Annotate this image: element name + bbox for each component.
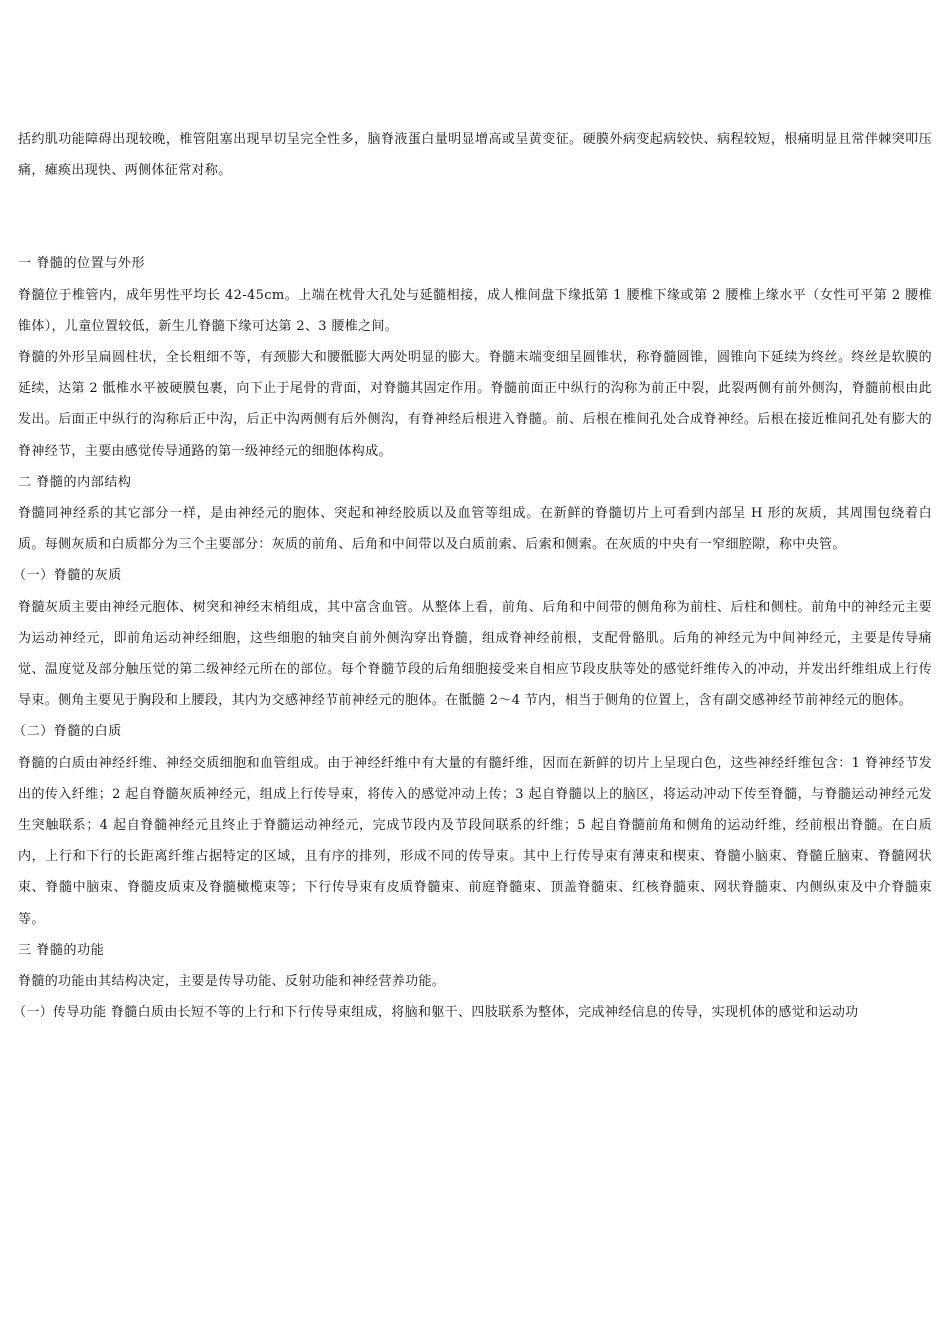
paragraph-shape: 脊髓的外形呈扁圆柱状，全长粗细不等，有颈膨大和腰骶膨大两处明显的膨大。脊髓末端变细呈圆锥状，称脊髓圆锥，圆锥向下延续为终丝。终丝是软膜的延续，达第 2 骶椎水平被硬膜包裹，向下止于尾骨的背面，对脊髓其固定作用。脊髓前面正中纵行的沟称为前正中裂，此裂两侧有前外侧沟，脊髓前根由此发出。后面正中纵行的沟称后正中沟，后正中沟两侧有后外侧沟，有脊神经后根进入脊髓。前、后根在椎间孔处合成脊神经。后根在接近椎间孔处有膨大的脊神经节，主要由感觉传导通路的第一级神经元的细胞体构成。: [18, 350, 932, 459]
section-heading-position-shape: 一 脊髓的位置与外形: [18, 256, 146, 272]
paragraph-function-summary: 脊髓的功能由其结构决定，主要是传导功能、反射功能和神经营养功能。: [18, 974, 446, 990]
section-heading-function: 三 脊髓的功能: [18, 942, 105, 958]
section-gap: [18, 186, 932, 248]
section-heading-internal-structure: 二 脊髓的内部结构: [18, 474, 132, 490]
subheading-gray-matter: （一）脊髓的灰质: [13, 568, 122, 584]
paragraph-internal-structure: 脊髓同神经系的其它部分一样，是由神经元的胞体、突起和神经胶质以及血管等组成。在新鲜的脊髓切片上可看到内部呈 H 形的灰质，其周围包绕着白质。每侧灰质和白质都分为三个主要部分：灰质的前角、后角和中间带以及白质前索、后索和侧索。在灰质的中央有一窄细腔隙，称中央管。: [18, 506, 932, 553]
document-page: [13, 124, 932, 1028]
subheading-white-matter: （二）脊髓的白质: [13, 724, 122, 740]
paragraph-conduction-function: （一）传导功能 脊髓白质由长短不等的上行和下行传导束组成，将脑和躯干、四肢联系为整体，完成神经信息的传导，实现机体的感觉和运动功: [13, 1005, 859, 1021]
paragraph-white-matter: 脊髓的白质由神经纤维、神经交质细胞和血管组成。由于神经纤维中有大量的有髓纤维，因而在新鲜的切片上呈现白色，这些神经纤维包含：1 脊神经节发出的传入纤维；2 起自脊髓灰质神经元，组成上行传导束，将传入的感觉冲动上传；3 起自脊髓以上的脑区，将运动冲动下传至脊髓，与脊髓运动神经元发生突触联系；4 起自脊髓神经元且终止于脊髓运动神经元，完成节段内及节段间联系的纤维；5 起自脊髓前角和侧角的运动纤维，经前根出脊髓。在白质内，上行和下行的长距离纤维占据特定的区域，且有序的排列，形成不同的传导束。其中上行传导束有薄束和楔束、脊髓小脑束、脊髓丘脑束、脊髓网状束、脊髓中脑束、脊髓皮质束及脊髓橄榄束等；下行传导束有皮质脊髓束、前庭脊髓束、顶盖脊髓束、红核脊髓束、网状脊髓束、内侧纵束及中介脊髓束等。: [18, 755, 932, 927]
intro-paragraph: 括约肌功能障碍出现较晚，椎管阻塞出现早切呈完全性多，脑脊液蛋白量明显增高或呈黄变征。硬膜外病变起病较快、病程较短，根痛明显且常伴棘突叩压痛，瘫痪出现快、两侧体征常对称。: [18, 132, 932, 179]
paragraph-gray-matter: 脊髓灰质主要由神经元胞体、树突和神经末梢组成，其中富含血管。从整体上看，前角、后角和中间带的侧角称为前柱、后柱和侧柱。前角中的神经元主要为运动神经元，即前角运动神经细胞，这些细胞的轴突自前外侧沟穿出脊髓，组成脊神经前根，支配骨骼肌。后角的神经元为中间神经元，主要是传导痛觉、温度觉及部分触压觉的第二级神经元所在的部位。每个脊髓节段的后角细胞接受来自相应节段皮肤等处的感觉纤维传入的冲动，并发出纤维组成上行传导束。侧角主要见于胸段和上腰段，其内为交感神经节前神经元的胞体。在骶髓 2～4 节内，相当于侧角的位置上，含有副交感神经节前神经元的胞体。: [18, 599, 932, 709]
paragraph-position: 脊髓位于椎管内，成年男性平均长 42-45cm。上端在枕骨大孔处与延髓相接，成人椎间盘下缘抵第 1 腰椎下缘或第 2 腰椎上缘水平（女性可平第 2 腰椎锥体），儿童位置较低，新生儿脊髓下缘可达第 2、3 腰椎之间。: [18, 287, 932, 334]
